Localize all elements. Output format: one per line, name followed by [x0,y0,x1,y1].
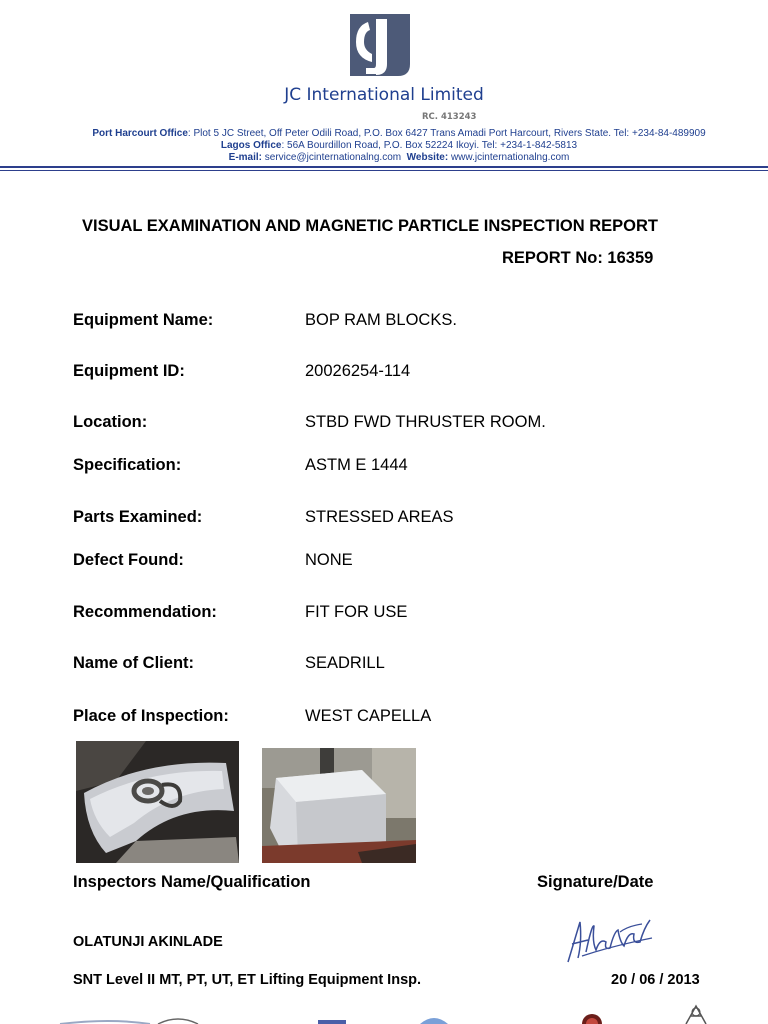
inspector-heading: Inspectors Name/Qualification [73,873,311,891]
signature-heading: Signature/Date [537,873,654,891]
footer-accreditation-logos [0,1000,768,1024]
place-of-inspection-label: Place of Inspection: [73,707,229,725]
website-link[interactable]: www.jcinternationalng.com [450,152,570,163]
lagos-label: Lagos Office [220,140,282,151]
company-logo-icon [346,12,414,78]
place-of-inspection-value: WEST CAPELLA [305,707,432,725]
equipment-id-label: Equipment ID: [73,362,185,380]
port-harcourt-label: Port Harcourt Office [92,128,188,139]
contact-line [0,152,768,163]
inspector-qualification: SNT Level II MT, PT, UT, ET Lifting Equipment Insp. [73,972,422,988]
company-name: JC International Limited [284,85,484,105]
lagos-address: : 56A Bourdillon Road, P.O. Box 52224 Ikoyi. Tel: +234-1-842-5813 [281,140,578,151]
report-title: VISUAL EXAMINATION AND MAGNETIC PARTICLE INSPECTION REPORT [82,217,658,235]
recommendation-label: Recommendation: [73,603,217,621]
location-value: STBD FWD THRUSTER ROOM. [305,413,546,431]
report-number: REPORT No: 16359 [502,249,654,267]
inspector-name: OLATUNJI AKINLADE [73,934,223,950]
recommendation-value: FIT FOR USE [305,603,408,621]
client-label: Name of Client: [73,654,195,672]
ram-block-photo-2 [262,748,416,863]
parts-examined-value: STRESSED AREAS [305,508,454,526]
specification-label: Specification: [73,456,182,474]
equipment-id-value: 20026254-114 [305,362,411,380]
rc-number: RC. 413243 [422,112,477,122]
parts-examined-label: Parts Examined: [73,508,203,526]
ram-block-photo-1 [76,741,239,863]
website-label: Website: [406,152,449,163]
port-harcourt-address: : Plot 5 JC Street, Off Peter Odili Road, P.O. Box 6427 Trans Amadi Port Harcourt, Rivers State. Tel: +234-84-489909 [187,128,706,139]
defect-found-label: Defect Found: [73,551,184,569]
equipment-name-label: Equipment Name: [73,311,214,329]
signature-date: 20 / 06 / 2013 [611,972,700,988]
email-label: E-mail: [228,152,262,163]
location-label: Location: [73,413,148,431]
equipment-name-value: BOP RAM BLOCKS. [305,311,457,329]
header-divider [0,166,768,168]
inspector-signature [562,912,654,968]
header-divider-thin [0,170,768,171]
lagos-address-line [0,140,768,151]
client-value: SEADRILL [305,654,385,672]
specification-value: ASTM E 1444 [305,456,408,474]
email-link[interactable]: service@jcinternationalng.com [264,152,402,163]
port-harcourt-address-line [0,128,768,139]
defect-found-value: NONE [305,551,353,569]
